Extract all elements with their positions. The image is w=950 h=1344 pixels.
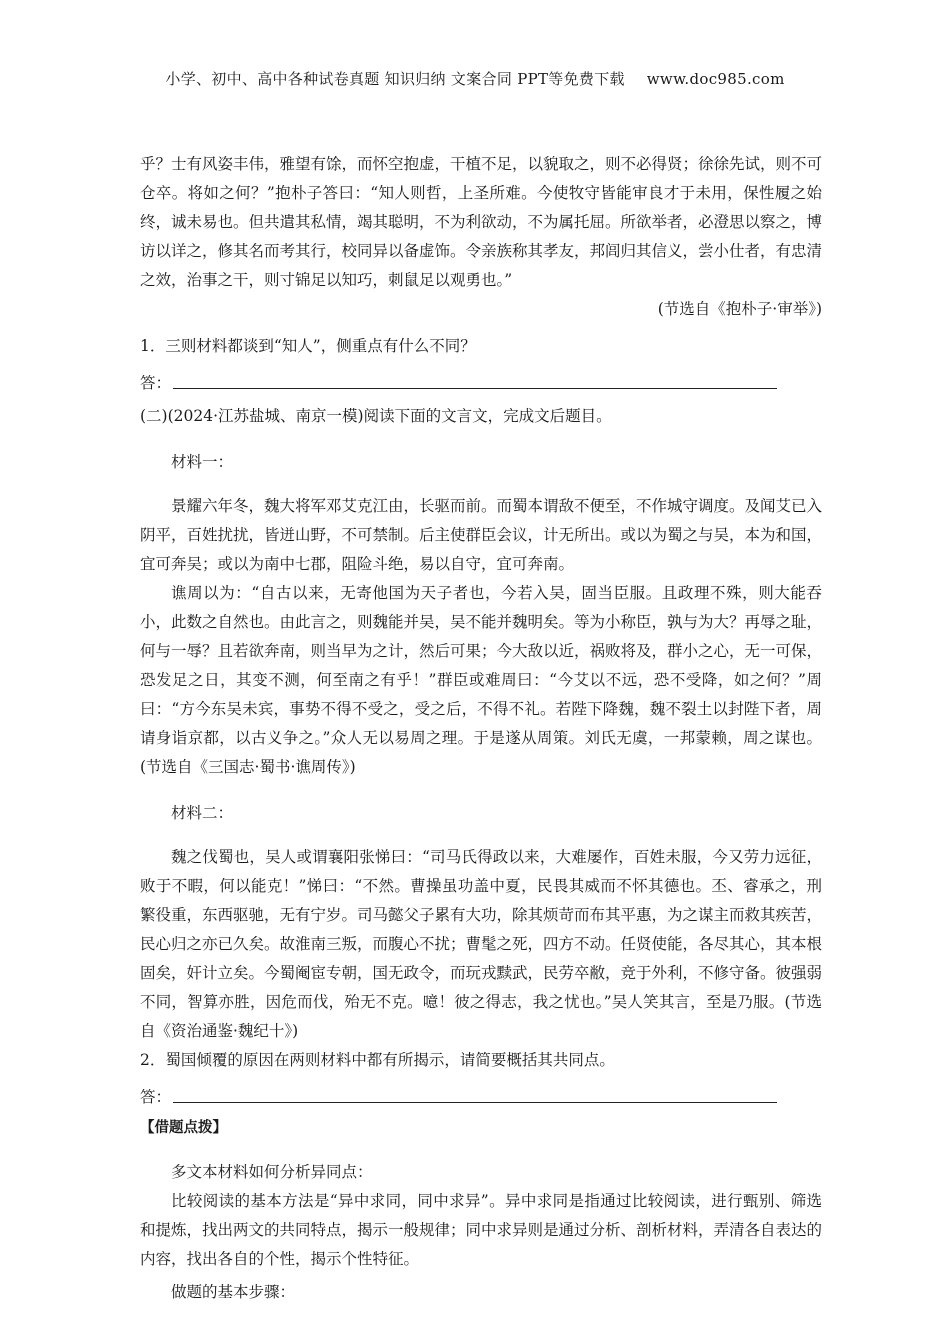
tip-body: 比较阅读的基本方法是“异中求同，同中求异”。异中求同是指通过比较阅读，进行甄别、筛选和提炼，找出两文的共同特点，揭示一般规律；同中求异则是通过分析、剖析材料，弄清各自表达的内容，找出各自的个性，揭示个性特征。 bbox=[140, 1191, 823, 1268]
material2-label: 材料二： bbox=[171, 803, 234, 822]
question1-answer-label: 答： bbox=[140, 374, 172, 392]
material1-label: 材料一： bbox=[171, 452, 234, 471]
section2-title: (二)(2024·江苏盐城、南京一模)阅读下面的文言文，完成文后题目。 bbox=[140, 407, 612, 425]
question1-answer-line[interactable] bbox=[173, 368, 777, 389]
question2-answer bbox=[140, 1075, 822, 1107]
document-body bbox=[140, 150, 822, 1307]
question1-text: 1．三则材料都谈到“知人”，侧重点有什么不同？ bbox=[140, 337, 476, 355]
question1-answer bbox=[140, 361, 822, 393]
question2-answer-label: 答： bbox=[140, 1088, 172, 1106]
material1-para-2: 谯周以为：“自古以来，无寄他国为天子者也，今若入吴，固当臣服。且政理不殊，则大能吞小，此数之自然也。由此言之，则魏能并吴，吴不能并魏明矣。等为小称臣，孰与为大？再辱之耻，何与一辱？且若欲奔南，则当早为之计，然后可果；今大敌以近，祸败将及，群小之心，无一可保，恐发足之日，其变不测，何至南之有乎！”群臣或难周曰：“今艾以不远，恐不受降，如之何？”周曰：“方今东吴未宾，事势不得不受之，受之后，不得不礼。若陛下降魏，魏不裂土以封陛下者，周请身诣京都，以古义争之。”众人无以易周之理。于是遂从周策。刘氏无虞，一邦蒙赖，周之谋也。(节选自《三国志·蜀书·谯周传》) bbox=[140, 584, 823, 776]
question2-text: 2．蜀国倾覆的原因在两则材料中都有所揭示，请简要概括其共同点。 bbox=[140, 1051, 615, 1069]
passage1-source: (节选自《抱朴子·审举》) bbox=[657, 300, 822, 318]
passage1-text: 乎？士有风姿丰伟，雅望有馀，而怀空抱虚，干植不足，以貌取之，则不必得贤；徐徐先试，则不可仓卒。将如之何？”抱朴子答曰：“知人则哲，上圣所难。今使牧守皆能审良才于未用，保性履之始终，诚未易也。但共遣其私情，竭其聪明，不为利欲动，不为属托屈。所欲举者，必澄思以察之，博访以详之，修其名而考其行，校同异以备虚饰。令亲族称其孝友，邦闾归其信义，尝小仕者，有忠清之效，治事之干，则寸锦足以知巧，刺鼠足以观勇也。” bbox=[140, 155, 823, 289]
tip-title: 【借题点拨】 bbox=[140, 1120, 227, 1136]
page-header bbox=[0, 68, 950, 89]
question2-answer-line[interactable] bbox=[173, 1082, 777, 1103]
header-text: 小学、初中、高中各种试卷真题 知识归纳 文案合同 PPT等免费下载 bbox=[165, 70, 625, 88]
tip-subtitle: 多文本材料如何分析异同点： bbox=[171, 1162, 373, 1181]
header-site-link[interactable]: www.doc985.com bbox=[646, 70, 785, 88]
material1-para-1: 景耀六年冬，魏大将军邓艾克江由，长驱而前。而蜀本谓敌不便至，不作城守调度。及闻艾已入阴平，百姓扰扰，皆迸山野，不可禁制。后主使群臣会议，计无所出。或以为蜀之与吴，本为和国，宜可奔吴；或以为南中七郡，阻险斗绝，易以自守，宜可奔南。 bbox=[140, 497, 823, 573]
material2-para-1: 魏之伐蜀也，吴人或谓襄阳张悌曰：“司马氏得政以来，大难屡作，百姓未服，今又劳力远征，败于不暇，何以能克！”悌曰：“不然。曹操虽功盖中夏，民畏其威而不怀其德也。丕、睿承之，刑繁役重，东西驱驰，无有宁岁。司马懿父子累有大功，除其烦苛而布其平惠，为之谋主而救其疾苦，民心归之亦已久矣。故淮南三叛，而腹心不扰；曹髦之死，四方不动。任贤使能，各尽其心，其本根固矣，奸计立矣。今蜀阉宦专朝，国无政令，而玩戎黩武，民劳卒敝，竞于外利，不修守备。彼强弱不同，智算亦胜，因危而伐，殆无不克。噫！彼之得志，我之忧也。”吴人笑其言，至是乃服。(节选自《资治通鉴·魏纪十》) bbox=[140, 848, 823, 1040]
tip-steps-label: 做题的基本步骤： bbox=[171, 1282, 296, 1301]
